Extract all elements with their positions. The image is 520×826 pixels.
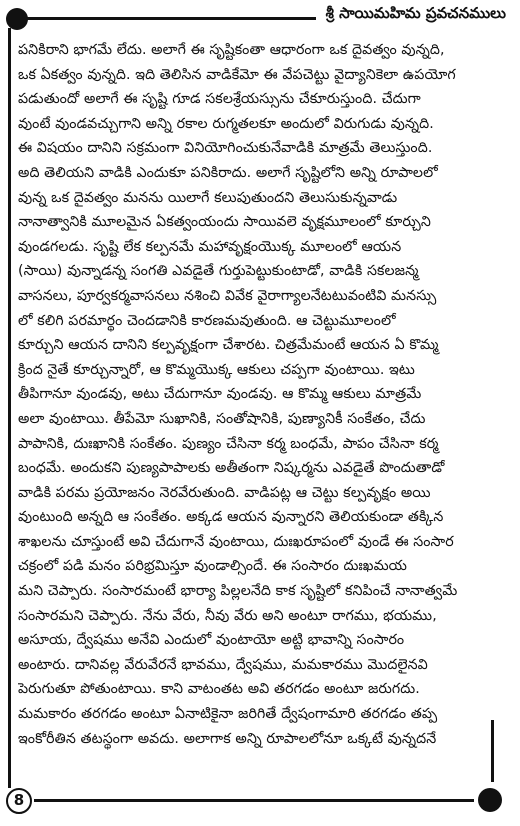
text-line: వాసనలు, పూర్వకర్మవాసనలు నశించి వివేక వైరాగ్యాలనేటటువంటివి మనస్సు [18,287,437,304]
left-margin-rule [8,28,11,788]
text-line: క్రింద నైతే కూర్చున్నారో, ఆ కొమ్మయొక్క ఆకులు చప్పగా వుంటాయి. ఇటు [18,361,415,378]
text-line: నానాత్వానికి మూలమైన ఏకత్వంయందు సాయివలె వృక్షమూలంలో కూర్చుని [18,214,431,231]
text-line: వాడికి పరమ ప్రయోజనం నెరవేరుతుంది. వాడిపట్ల ఆ చెట్టు కల్పవృక్షం అయి [18,484,431,501]
footer-dot-ornament [478,788,502,812]
text-line: అది తెలియని వాడికి ఎందుకూ పనికిరాదు. అలాగే సృష్టిలోని అన్ని రూపాలలో [18,164,438,181]
running-title: శ్రీ సాయిమహిమ ప్రవచనములు [325,4,506,22]
text-line: సంసారమని చెప్పారు. నేను వేరు, నీవు వేరు అని అంటూ రాగము, భయము, [18,607,437,624]
text-line: లో కలిగి పరమార్థం చెందడానికి కారణమవుతుంది. ఆ చెట్టుమూలంలో [18,312,396,329]
text-line: వుంటే వుండవచ్చుగాని అన్ని రకాల రుగ్మతలకూ అందులో విరుగుడు వున్నది. [18,115,434,132]
text-line: బంధమే. అందుకని పుణ్యపాపాలకు అతీతంగా నిష్కర్మను ఎవడైతే పొందుతాడో [18,460,445,477]
page-number: 8 [6,788,32,814]
page-footer [0,778,520,826]
running-header [0,0,520,36]
text-line: తీపిగానూ వుండవు, అటు చేదుగానూ వుండవు. ఆ కొమ్మ ఆకులు మాత్రమే [18,386,422,403]
text-line: చక్రంలో పడి మనం పరిభ్రమిస్తూ వుండాల్సిందే. ఈ సంసారం దుఃఖమయ [18,558,408,575]
body-text [18,38,502,751]
text-line: మమకారం తరగడం అంటూ ఏనాటికైనా జరిగితే ద్వేషంగామారి తరగడం తప్ప [18,706,438,723]
footer-rule [34,799,474,802]
text-line: (సాయి) వున్నాడన్న సంగతి ఎవడైతే గుర్తుపెట్టుకుంటాడో, వాడికి సకలజన్మ [18,263,419,280]
text-line: అసూయ, ద్వేషము అనేవి ఎందులో వుంటాయో అట్టి భావాన్ని సంసారం [18,632,405,649]
text-line: పనికిరాని భాగమే లేదు. అలాగే ఈ సృష్టికంతా ఆధారంగా ఒక దైవత్వం వున్నది, [18,42,445,58]
text-line: వుండగలడు. సృష్టి లేక కల్పనమే మహావృక్షంయొక్క మూలంలో ఆయన [18,238,402,255]
text-line: పెరుగుతూ పోతుంటాయి. కాని వాటంతట అవి తరగడం అంటూ జరుగదు. [18,681,420,698]
text-line: ఒక ఏకత్వం వున్నది. ఇది తెలిసిన వాడికేమో ఈ వేపచెట్టు వైద్యానికెలా ఉపయోగ [18,66,456,83]
text-line: పడుతుందో అలాగే ఈ సృష్టి గూడ సకలశ్రేయస్సును చేకూరుస్తుంది. చేదుగా [18,91,421,108]
text-line: అలా వుంటాయి. తీపేమో సుఖానికి, సంతోషానికి, పుణ్యానికీ సంకేతం, చేదు [18,410,426,427]
text-line: ఇంకోరీతిన తటస్థంగా అవదు. అలాగాక అన్ని రూపాలలోనూ ఒక్కటే వున్నదనే [18,730,437,747]
text-line: మని చెప్పారు. సంసారమంటే భార్యా పిల్లలనేది కాక సృష్టిలో కనిపించే నానాత్వమే [18,583,458,600]
text-line: పాపానికి, దుఃఖానికి సంకేతం. పుణ్యం చేసినా కర్మ బంధమే, పాపం చేసినా కర్మ [18,435,439,452]
text-line: అంటారు. దానివల్ల వేరువేరనే భావము, ద్వేషము, మమకారము మొదలైనవి [18,656,428,673]
text-line: వుంటుంది అన్నది ఆ సంకేతం. అక్కడ ఆయన వున్నారని తెలియకుండా తక్కిన [18,509,444,526]
text-line: ఈ విషయం దానిని సక్రమంగా వినియోగించుకునేవాడికి మాత్రమే తెలుస్తుంది. [18,140,433,157]
text-line: కూర్చుని ఆయన దానిని కల్పవృక్షంగా చేశారట. చిత్రమేమంటే ఆయన ఏ కొమ్మ [18,337,439,354]
header-rule [16,17,316,20]
right-margin-tick [491,720,494,782]
text-line: వున్న ఒక దైవత్వం మనను యిలాగే కలుపుతుందని తెలుసుకున్నవాడు [18,189,398,206]
text-line: శాఖలను చూస్తుంటే అవి చేదుగానే వుంటాయి, దుఃఖరూపంలో వుండే ఈ సంసార [18,533,454,550]
